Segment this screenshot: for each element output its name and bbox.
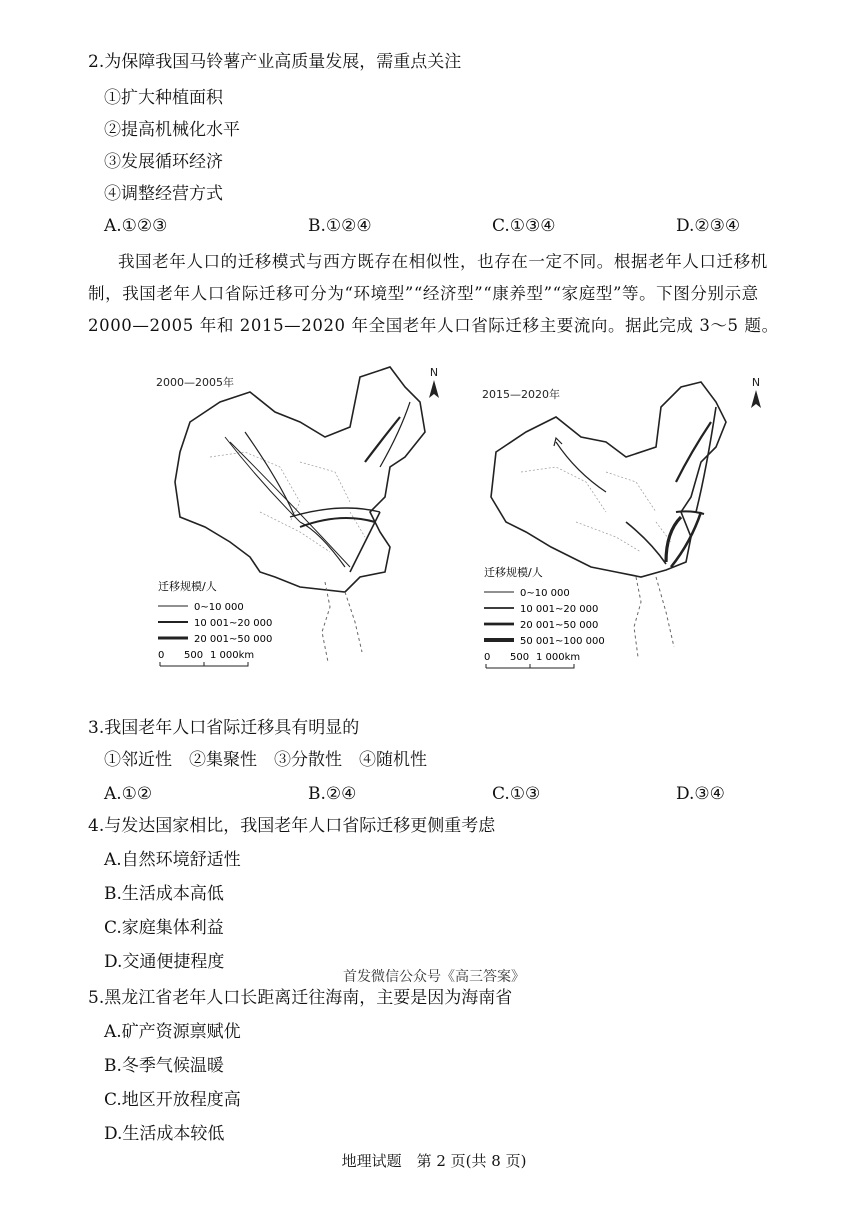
q2-choice-d[interactable]: D.②③④	[676, 216, 741, 236]
map-right-legend-3: 20 001~50 000	[520, 620, 599, 631]
q4-option-c[interactable]: C.家庭集体利益	[104, 918, 224, 938]
map-right-legend-2: 10 001~20 000	[520, 604, 599, 615]
q3-choice-b[interactable]: B.②④	[308, 784, 357, 804]
north-arrow-icon	[429, 380, 439, 398]
map-left-scale-0: 0	[158, 650, 165, 661]
map-right-legend-4: 50 001~100 000	[520, 636, 605, 647]
passage-line-2: 制，我国老年人口省际迁移可分为“环境型”“经济型”“康养型”“家庭型”等。下图分别示意	[88, 284, 759, 303]
q2-item-2: ②提高机械化水平	[104, 120, 240, 140]
q2-item-3: ③发展循环经济	[104, 152, 223, 172]
q2-item-4: ④调整经营方式	[104, 184, 223, 204]
map-right-scale-0: 0	[484, 652, 491, 663]
q5-option-b[interactable]: B.冬季气候温暖	[104, 1056, 224, 1076]
q5-option-c[interactable]: C.地区开放程度高	[104, 1090, 241, 1110]
map-right-scale-500: 500	[510, 652, 530, 663]
map-right-north-label: N	[751, 376, 761, 389]
map-left-legend-2: 10 001~20 000	[194, 618, 273, 629]
china-outline	[491, 382, 726, 577]
q4-option-d[interactable]: D.交通便捷程度	[104, 952, 225, 972]
map-right-title: 2015—2020年	[482, 388, 560, 401]
passage-line-1: 我国老年人口的迁移模式与西方既存在相似性，也存在一定不同。根据老年人口迁移机	[118, 252, 768, 271]
china-outline	[175, 367, 425, 592]
q2-choice-b[interactable]: B.①②④	[308, 216, 372, 236]
q4-option-b[interactable]: B.生活成本高低	[104, 884, 224, 904]
map-left-legend-1: 0~10 000	[194, 602, 244, 613]
watermark-text: 首发微信公众号《高三答案》	[343, 969, 525, 985]
map-left-legend-title: 迁移规模/人	[158, 580, 217, 593]
map-left-scale-500: 500	[184, 650, 204, 661]
map-right-legend-title: 迁移规模/人	[484, 566, 543, 579]
page-footer: 地理试题 第 2 页(共 8 页)	[341, 1152, 527, 1170]
map-right-legend-1: 0~10 000	[520, 588, 570, 599]
north-arrow-icon	[751, 390, 761, 408]
q3-items: ①邻近性 ②集聚性 ③分散性 ④随机性	[104, 750, 427, 770]
map-left-scale-1000: 1 000km	[210, 650, 255, 661]
map-2000-2005	[150, 362, 450, 682]
map-left-legend-3: 20 001~50 000	[194, 634, 273, 645]
map-2015-2020	[476, 362, 776, 682]
q4-stem: 4.与发达国家相比，我国老年人口省际迁移更侧重考虑	[88, 816, 496, 836]
map-left-title: 2000—2005年	[156, 376, 234, 389]
q5-option-d[interactable]: D.生活成本较低	[104, 1124, 225, 1144]
q2-choice-c[interactable]: C.①③④	[492, 216, 556, 236]
map-right-scale-1000: 1 000km	[536, 652, 581, 663]
q3-choice-d[interactable]: D.③④	[676, 784, 725, 804]
q2-item-1: ①扩大种植面积	[104, 88, 223, 108]
q3-stem: 3.我国老年人口省际迁移具有明显的	[88, 718, 360, 738]
q3-choice-c[interactable]: C.①③	[492, 784, 541, 804]
map-left-north-label: N	[429, 366, 439, 379]
q2-stem: 2.为保障我国马铃薯产业高质量发展，需重点关注	[88, 52, 462, 72]
q5-option-a[interactable]: A.矿产资源禀赋优	[104, 1022, 241, 1042]
q2-choice-a[interactable]: A.①②③	[104, 216, 168, 236]
passage-line-3: 2000—2005 年和 2015—2020 年全国老年人口省际迁移主要流向。据此完成 3～5 题。	[88, 316, 779, 335]
q4-option-a[interactable]: A.自然环境舒适性	[104, 850, 241, 870]
q5-stem: 5.黑龙江省老年人口长距离迁往海南，主要是因为海南省	[88, 988, 513, 1008]
q3-choice-a[interactable]: A.①②	[104, 784, 153, 804]
